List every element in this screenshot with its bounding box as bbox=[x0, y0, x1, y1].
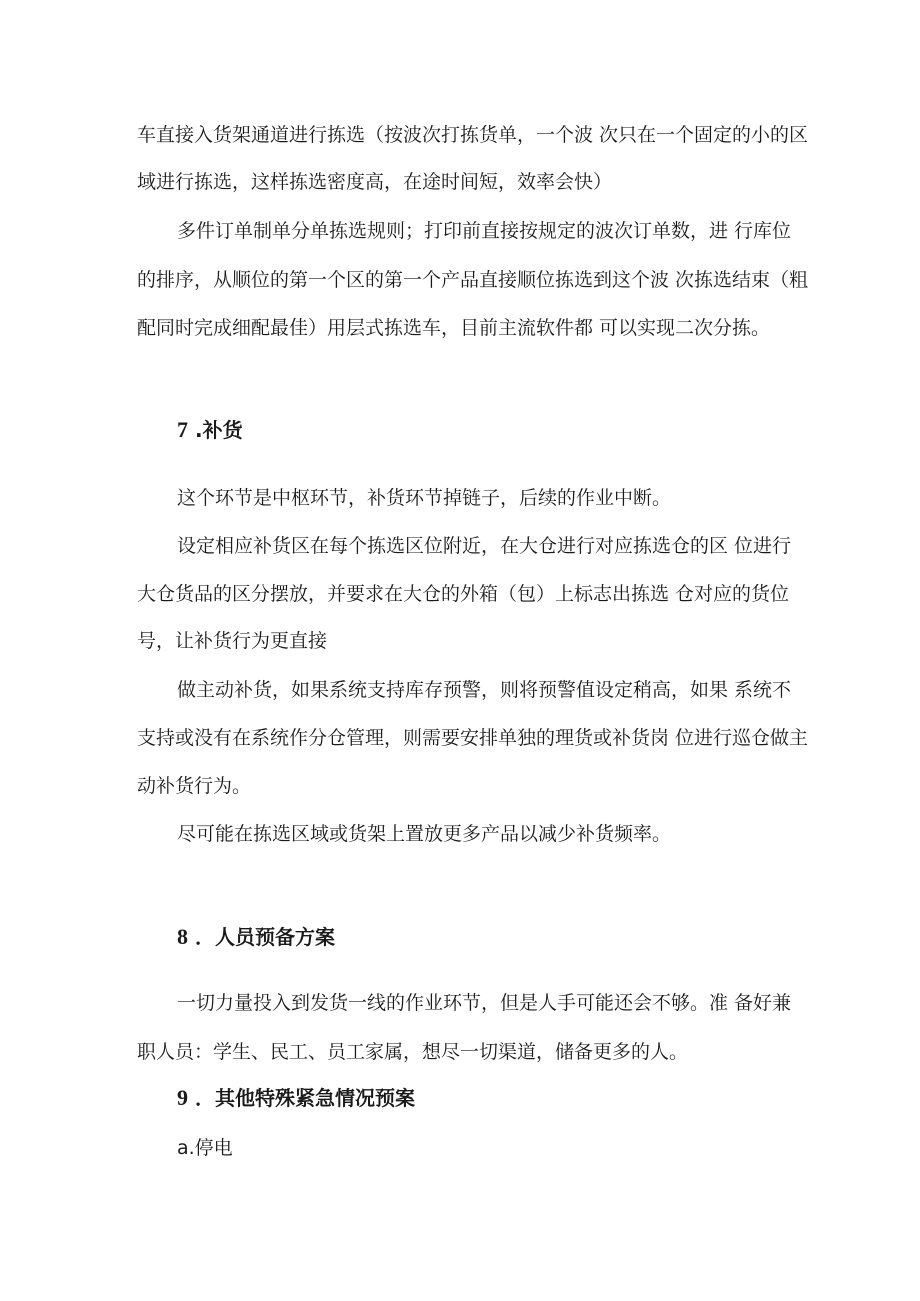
section-7-paragraph-2-line-2: 大仓货品的区分摆放，并要求在大仓的外箱（包）上标志出拣选 仓对应的货位 bbox=[137, 583, 790, 605]
section-7-heading bbox=[177, 417, 243, 443]
paragraph-multi-order-line-2: 的排序，从顺位的第一个区的第一个产品直接顺位拣选到这个波 次拣选结束（粗 bbox=[137, 269, 809, 291]
section-8-title: ．人员预备方案 bbox=[194, 925, 335, 949]
section-7-paragraph-3-line-2: 支持或没有在系统作分仓管理，则需要安排单独的理货或补货岗 位进行巡仓做主 bbox=[137, 727, 809, 749]
section-7-paragraph-3-line-3: 动补货行为。 bbox=[137, 775, 252, 797]
section-7-paragraph-1: 这个环节是中枢环节，补货环节掉链子，后续的作业中断。 bbox=[177, 487, 672, 509]
section-8-paragraph-1-line-2: 职人员：学生、民工、员工家属，想尽一切渠道，储备更多的人。 bbox=[137, 1041, 689, 1063]
section-7-number: 7 bbox=[177, 417, 188, 442]
section-9-title: ．其他特殊紧急情况预案 bbox=[194, 1086, 415, 1110]
section-8-paragraph-1-line-1: 一切力量投入到发货一线的作业环节，但是人手可能还会不够。准 备好兼 bbox=[177, 992, 792, 1014]
section-9-heading bbox=[177, 1085, 415, 1111]
section-7-paragraph-2-line-1: 设定相应补货区在每个拣选区位附近，在大仓进行对应拣选仓的区 位进行 bbox=[177, 535, 792, 557]
paragraph-multi-order-line-3: 配同时完成细配最佳）用层式拣选车，目前主流软件都 可以实现二次分拣。 bbox=[137, 317, 771, 339]
paragraph-wave-picking-line-1: 车直接入货架通道进行拣选（按波次打拣货单，一个波 次只在一个固定的小的区 bbox=[137, 124, 809, 146]
section-7-paragraph-4: 尽可能在拣选区域或货架上置放更多产品以减少补货频率。 bbox=[177, 823, 672, 845]
section-7-title: .补货 bbox=[194, 418, 243, 442]
paragraph-wave-picking-line-2: 域进行拣选，这样拣选密度高，在途时间短，效率会快） bbox=[137, 171, 613, 193]
paragraph-multi-order-line-1: 多件订单制单分单拣选规则；打印前直接按规定的波次订单数，进 行库位 bbox=[177, 220, 792, 242]
section-9-number: 9 bbox=[177, 1085, 188, 1110]
section-9-item-a: a.停电 bbox=[177, 1137, 233, 1159]
section-7-paragraph-2-line-3: 号，让补货行为更直接 bbox=[137, 630, 328, 652]
section-8-number: 8 bbox=[177, 924, 188, 949]
section-7-paragraph-3-line-1: 做主动补货，如果系统支持库存预警，则将预警值设定稍高，如果 系统不 bbox=[177, 679, 792, 701]
section-8-heading bbox=[177, 924, 335, 950]
